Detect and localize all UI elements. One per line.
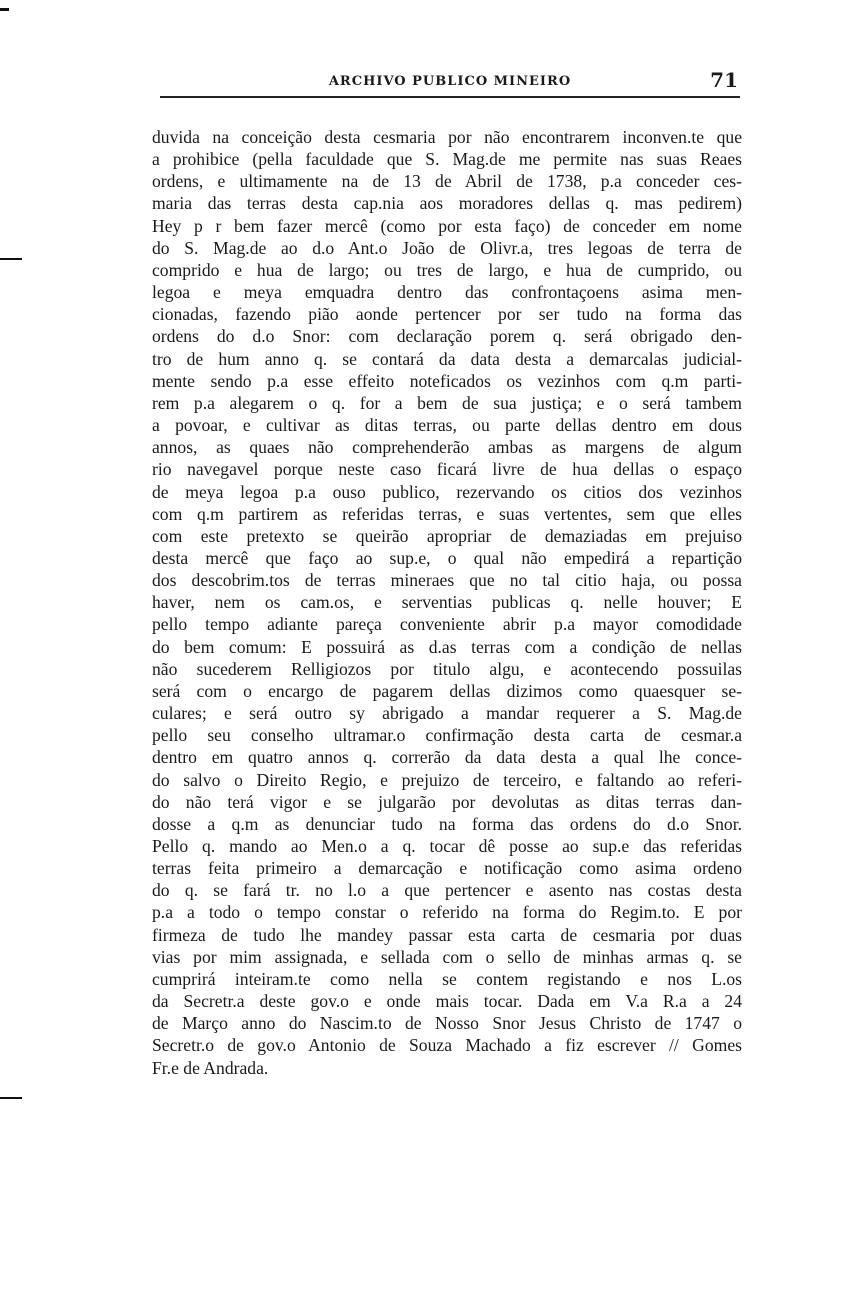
page-number: 71 <box>710 68 738 92</box>
body-text-line: cumprirá inteiram.te como nella se contem registando e nos L.os <box>152 968 742 989</box>
body-text-line: terras feita primeiro a demarcação e notificação como asima ordeno <box>152 858 742 879</box>
body-text-line: a povoar, e cultivar as ditas terras, ou parte dellas dentro em dous <box>152 415 742 436</box>
body-text-line: da Secretr.a deste gov.o e onde mais tocar. Dada em V.a R.a a 24 <box>152 991 742 1012</box>
body-text-line: com este pretexto se queirão apropriar de demaziadas em prejuiso <box>152 525 742 546</box>
body-text-line: desta mercê que faço ao sup.e, o qual não empedirá a repartição <box>152 547 742 568</box>
body-text-line: dentro em quatro annos q. correrão da data desta a qual lhe conce- <box>152 747 742 768</box>
body-text-line: Secretr.o de gov.o Antonio de Souza Machado a fiz escrever // Gomes <box>152 1035 742 1056</box>
body-text-line: com q.m partirem as referidas terras, e suas vertentes, sem que elles <box>152 503 742 524</box>
body-text-line: Pello q. mando ao Men.o a q. tocar dê posse ao sup.e das referidas <box>152 836 742 856</box>
body-text-line: dos descobrim.tos de terras mineraes que no tal citio haja, ou possa <box>152 570 742 591</box>
body-text-line: ordens do d.o Snor: com declaração porem q. será obrigado den- <box>152 326 742 347</box>
body-text-line: rio navegavel porque neste caso ficará livre de hua dellas o espaço <box>152 459 742 480</box>
body-text-line: do S. Mag.de ao d.o Ant.o João de Olivr.a, tres legoas de terra de <box>152 237 742 258</box>
scan-edge-mark-left <box>0 258 22 260</box>
header-rule <box>160 96 740 98</box>
body-text-line: do q. se fará tr. no l.o a que pertencer e asento nas costas desta <box>152 880 742 901</box>
body-text-line: dosse a q.m as denunciar tudo na forma das ordens do d.o Snor. <box>152 813 742 834</box>
body-text-line: p.a a todo o tempo constar o referido na forma do Regim.to. E por <box>152 902 742 923</box>
body-text-line: pello tempo adiante pareça conveniente abrir p.a mayor comodidade <box>152 614 742 635</box>
body-text-line: tro de hum anno q. se contará da data desta a demarcalas judicial- <box>152 348 742 369</box>
body-text-line: não sucederem Relligiozos por titulo algu, e acontecendo possuilas <box>152 658 742 679</box>
body-text-line: de meya legoa p.a ouso publico, rezervando os citios dos vezinhos <box>152 481 742 502</box>
body-text-line: pello seu conselho ultramar.o confirmação desta carta de cesmar.a <box>152 725 742 746</box>
body-text-line: Fr.e de Andrada. <box>152 1057 269 1078</box>
body-text-line: comprido e hua de largo; ou tres de largo, e hua de cumprido, ou <box>152 259 742 280</box>
body-text-line: mente sendo p.a esse effeito noteficados os vezinhos com q.m parti- <box>152 370 742 391</box>
running-header-title: ARCHIVO PUBLICO MINEIRO <box>328 74 572 89</box>
body-text-line: duvida na conceição desta cesmaria por não encontrarem inconven.te que <box>152 127 742 147</box>
body-text-line: annos, as quaes não comprehenderão ambas as margens de algum <box>152 437 742 458</box>
body-text-line: vias por mim assignada, e sellada com o sello de minhas armas q. se <box>152 946 742 967</box>
body-text-line: culares; e será outro sy abrigado a mandar requerer a S. Mag.de <box>152 703 742 724</box>
running-header <box>160 68 740 98</box>
body-text-line: rem p.a alegarem o q. for a bem de sua justiça; e o será tambem <box>152 392 742 413</box>
scan-edge-mark-top <box>0 8 9 11</box>
body-text-line: do salvo o Direito Regio, e prejuizo de terceiro, e faltando ao referi- <box>152 769 742 790</box>
body-text-line: ordens, e ultimamente na de 13 de Abril de 1738, p.a conceder ces- <box>152 171 742 192</box>
body-text-line: do bem comum: E possuirá as d.as terras com a condição de nellas <box>152 636 742 657</box>
body-text-line: será com o encargo de pagarem dellas dizimos como quaesquer se- <box>152 680 742 701</box>
body-text-line: firmeza de tudo lhe mandey passar esta carta de cesmaria por duas <box>152 924 742 945</box>
body-text-line: haver, nem os cam.os, e serventias publicas q. nelle houver; E <box>152 592 742 613</box>
body-text-line: do não terá vigor e se julgarão por devolutas as ditas terras dan- <box>152 791 742 812</box>
body-text-line: maria das terras desta cap.nia aos moradores dellas q. mas pedirem) <box>152 193 742 214</box>
body-text-line: de Março anno do Nascim.to de Nosso Snor Jesus Christo de 1747 o <box>152 1013 742 1034</box>
scan-edge-mark-bottom <box>0 1097 22 1099</box>
document-body <box>152 126 742 1079</box>
body-text-line: cionadas, fazendo pião aonde pertencer por ser tudo na forma das <box>152 304 742 325</box>
body-text-line: a prohibice (pella faculdade que S. Mag.de me permite nas suas Reaes <box>152 149 742 170</box>
body-text-line: Hey p r bem fazer mercê (como por esta faço) de conceder em nome <box>152 215 742 236</box>
body-text-line: legoa e meya emquadra dentro das confrontaçoens asima men- <box>152 282 742 303</box>
